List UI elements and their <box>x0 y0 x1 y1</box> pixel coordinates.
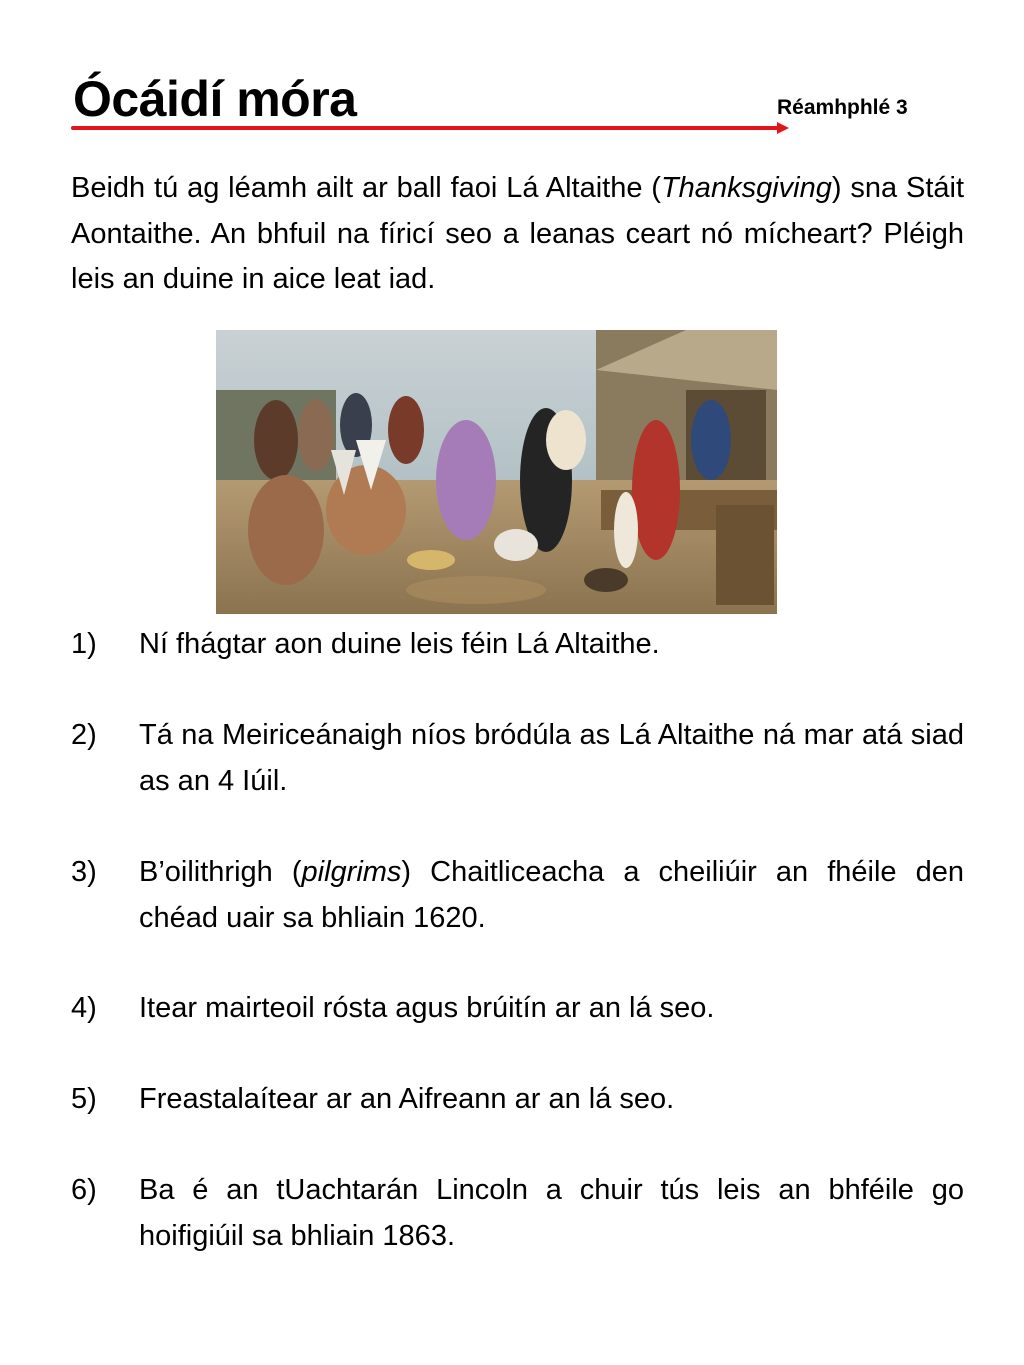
question-number: 4) <box>71 992 97 1024</box>
question-text-start: B’oilithrigh ( <box>139 856 302 888</box>
question-number: 3) <box>71 856 97 888</box>
question-number: 1) <box>71 628 97 660</box>
question-5 <box>71 1077 964 1123</box>
question-text: Ba é an tUachtarán Lincoln a chuir tús leis an bhféile go hoifigiúil sa bhliain 1863. <box>139 1174 964 1252</box>
intro-paragraph <box>71 166 964 303</box>
question-text: Freastalaítear ar an Aifreann ar an lá seo. <box>139 1083 675 1115</box>
question-6 <box>71 1168 964 1259</box>
question-text-italic: pilgrims <box>301 856 402 888</box>
question-1 <box>71 622 964 668</box>
question-text: Itear mairteoil rósta agus brúitín ar an lá seo. <box>139 992 715 1024</box>
question-4 <box>71 986 964 1032</box>
question-number: 6) <box>71 1174 97 1206</box>
thanksgiving-painting <box>216 330 777 614</box>
question-3 <box>71 850 964 941</box>
question-text <box>139 850 964 941</box>
question-2 <box>71 713 964 804</box>
question-number: 5) <box>71 1083 97 1115</box>
question-text: Tá na Meiriceánaigh níos bródúla as Lá Altaithe ná mar atá siad as an 4 Iúil. <box>139 719 964 797</box>
intro-text-end: ) sna Stáit Aontaithe. An bhfuil na fíricí seo a leanas ceart nó mícheart? Pléigh leis an duine in aice leat iad. <box>71 172 964 295</box>
page-subtitle: Réamhphlé 3 <box>777 96 908 119</box>
title-underline-arrow <box>71 121 791 135</box>
question-text: Ní fhágtar aon duine leis féin Lá Altaithe. <box>139 628 660 660</box>
intro-text-start: Beidh tú ag léamh ailt ar ball faoi Lá Altaithe ( <box>71 172 661 204</box>
question-text-end: ) Chaitliceacha a cheiliúir an fhéile den chéad uair sa bhliain 1620. <box>139 856 965 934</box>
page-title: Ócáidí móra <box>73 71 357 127</box>
intro-text-italic: Thanksgiving <box>660 172 832 204</box>
question-number: 2) <box>71 719 97 751</box>
